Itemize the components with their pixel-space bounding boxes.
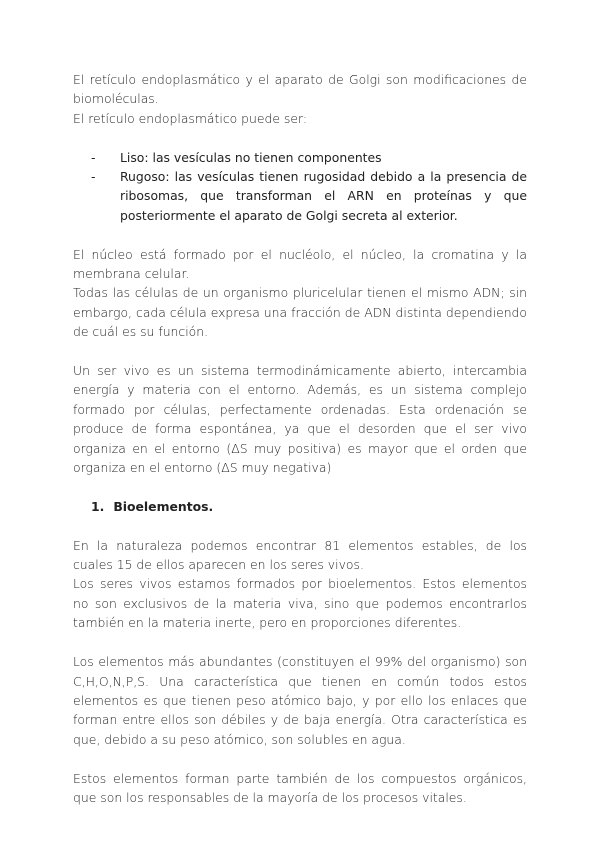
paragraph-adn: Todas las células de un organismo pluricelular tienen el mismo ADN; sin embargo, cada célula expresa una fracción de ADN distinta dependiendo de cuál es su función. (73, 285, 527, 340)
spacer (73, 342, 527, 361)
spacer (73, 516, 527, 535)
spacer (73, 477, 527, 496)
paragraph-seres-vivos: Los seres vivos estamos formados por bioelementos. Estos elementos no son exclusivos de la materia viva, sino que podemos encontrarlos también en la materia inerte, pero en proporciones diferentes. (73, 576, 527, 631)
list-dash: - (91, 169, 96, 185)
list-item-text: Rugoso: las vesículas tienen rugosidad debido a la presencia de ribosomas, que transforman el ARN en proteínas y que posteriormente el aparato de Golgi secreta al exterior. (120, 169, 527, 223)
spacer (73, 633, 527, 652)
list-item-text: Liso: las vesículas no tienen componentes (120, 149, 382, 165)
paragraph-abundantes: Los elementos más abundantes (constituyen el 99% del organismo) son C,H,O,N,P,S. Una característica que tienen en común todos estos elementos es que tienen peso atómico bajo, y por ello los enlaces que forman entre ellos son débiles y de baja energía. Otra característica es que, debido a su peso atómico, son solubles en agua. (73, 654, 527, 747)
paragraph-reticulo-tipos: El retículo endoplasmático puede ser: (73, 110, 308, 126)
reticulo-list (73, 148, 527, 226)
spacer (73, 128, 527, 147)
paragraph-golgi: El retículo endoplasmático y el aparato de Golgi son modificaciones de biomoléculas. (73, 72, 527, 107)
spacer (73, 749, 527, 768)
paragraph-ser-vivo: Un ser vivo es un sistema termodinámicamente abierto, intercambia energía y materia con el entorno. Además, es un sistema complejo formado por células, perfectamente ordenadas. Esta ordenación se produce de forma espontánea, ya que el desorden que el ser vivo organiza en el entorno (ΔS muy positiva) es mayor que el orden que organiza en el entorno (ΔS muy negativa) (73, 363, 527, 476)
list-item (91, 148, 527, 167)
section-heading (73, 497, 527, 516)
section-title: Bioelementos. (113, 498, 214, 514)
section-number: 1. (91, 498, 105, 514)
list-dash: - (91, 149, 96, 165)
paragraph-naturaleza: En la naturaleza podemos encontrar 81 elementos estables, de los cuales 15 de ellos aparecen en los seres vivos. (73, 537, 527, 573)
paragraph-organicos: Estos elementos forman parte también de los compuestos orgánicos, que son los responsables de la mayoría de los procesos vitales. (73, 770, 527, 805)
paragraph-nucleo: El núcleo está formado por el nucléolo, el núcleo, la cromatina y la membrana celular. (73, 246, 527, 282)
spacer (73, 225, 527, 244)
list-item (91, 167, 527, 225)
